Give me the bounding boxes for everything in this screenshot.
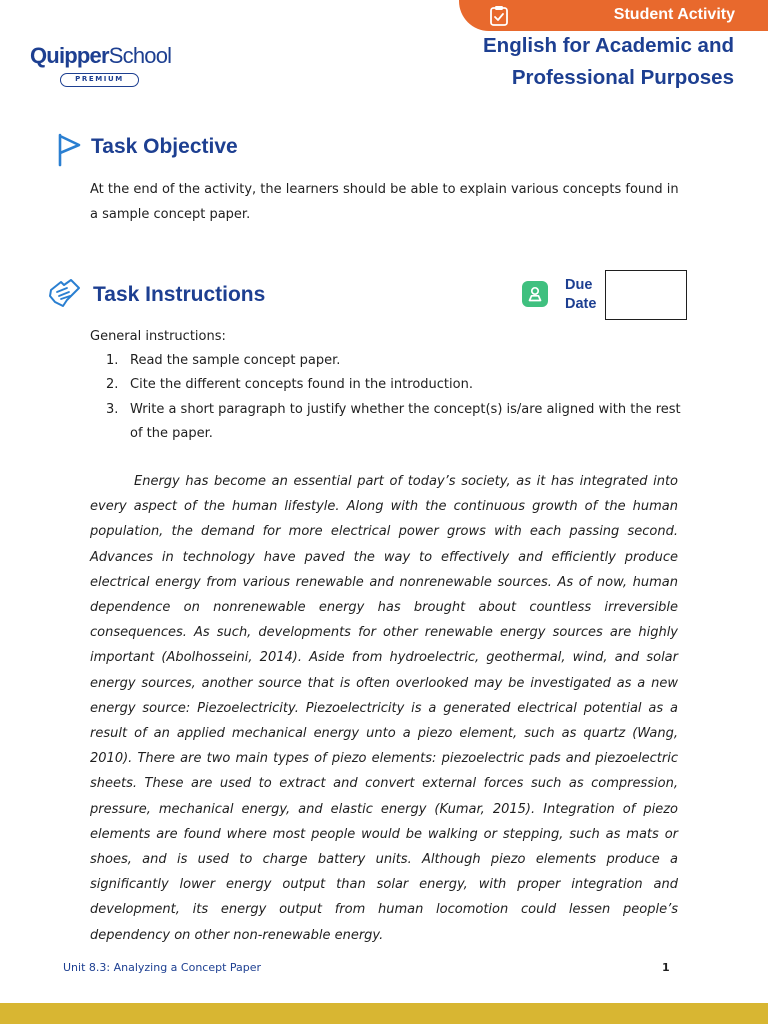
course-title-line2: Professional Purposes: [511, 66, 734, 89]
course-title-line1: English for Academic and: [483, 34, 734, 57]
due-date-field[interactable]: [605, 270, 687, 320]
hand-pointer-icon: [47, 278, 81, 309]
instruction-steps: [90, 349, 682, 446]
student-activity-tab: [459, 0, 768, 31]
user-icon: [522, 281, 548, 307]
page-number: 1: [662, 961, 670, 974]
task-objective-text: At the end of the activity, the learners should be able to explain various concepts found in a sample concept paper.: [90, 182, 679, 222]
tab-label: Student Activity: [613, 6, 735, 23]
list-item: 2. Cite the different concepts found in the introduction.: [106, 377, 473, 393]
flag-icon: [56, 133, 82, 167]
quipper-school-logo: [30, 43, 180, 83]
general-instructions-label: General instructions:: [90, 329, 226, 344]
sample-concept-paper-passage: Energy has become an essential part of today’s society, as it has integrated into every aspect of the human lifestyle. Along with the continuous growth of the human population, the demand for more electrical power grows with each passing second. Advances in technology have paved the way to effectively and efficiently produce electrical energy from various renewable and nonrenewable sources. As of now, human dependence on nonrenewable energy has brought about countless irreversible consequences. As such, developments for other renewable energy sources are highly important (Abolhosseini, 2014). Aside from hydroelectric, geothermal, wind, and solar energy sources, another source that is often overlooked may be investigated as a new energy source: Piezoelectricity. Piezoelectricity is a generated electrical potential as a result of an applied mechanical energy unto a piezo element, such as quartz (Wang, 2010). There are two main types of piezo elements: piezoelectric pads and piezoelectric sheets. These are used to extract and convert external forces such as compression, pressure, mechanical energy, and elastic energy (Kumar, 2015). Integration of piezo elements are found where most people would be walking or stepping, such as mats or shoes, and is used to charge battery units. Although piezo elements produce a significantly lower energy output than solar energy, with proper integration and development, its energy output from human locomotion could lessen people’s dependency on other non-renewable energy.: [90, 474, 678, 943]
due-date-label: Due Date: [565, 277, 597, 312]
course-title: [414, 30, 734, 94]
premium-badge: PREMIUM: [60, 73, 139, 87]
clipboard-check-icon: [489, 5, 509, 26]
footer-bar: [0, 1003, 768, 1024]
logo-wordmark: QuipperSchool: [30, 43, 172, 68]
list-item: 1. Read the sample concept paper.: [106, 353, 341, 368]
footer-unit-title: Unit 8.3: Analyzing a Concept Paper: [63, 961, 262, 974]
task-objective-heading: Task Objective: [91, 135, 238, 158]
task-instructions-heading: Task Instructions: [93, 283, 266, 306]
list-item: 3. Write a short paragraph to justify whether the concept(s) is/are aligned with the rest of the paper.: [106, 401, 681, 441]
due-date-badge: [522, 281, 548, 307]
